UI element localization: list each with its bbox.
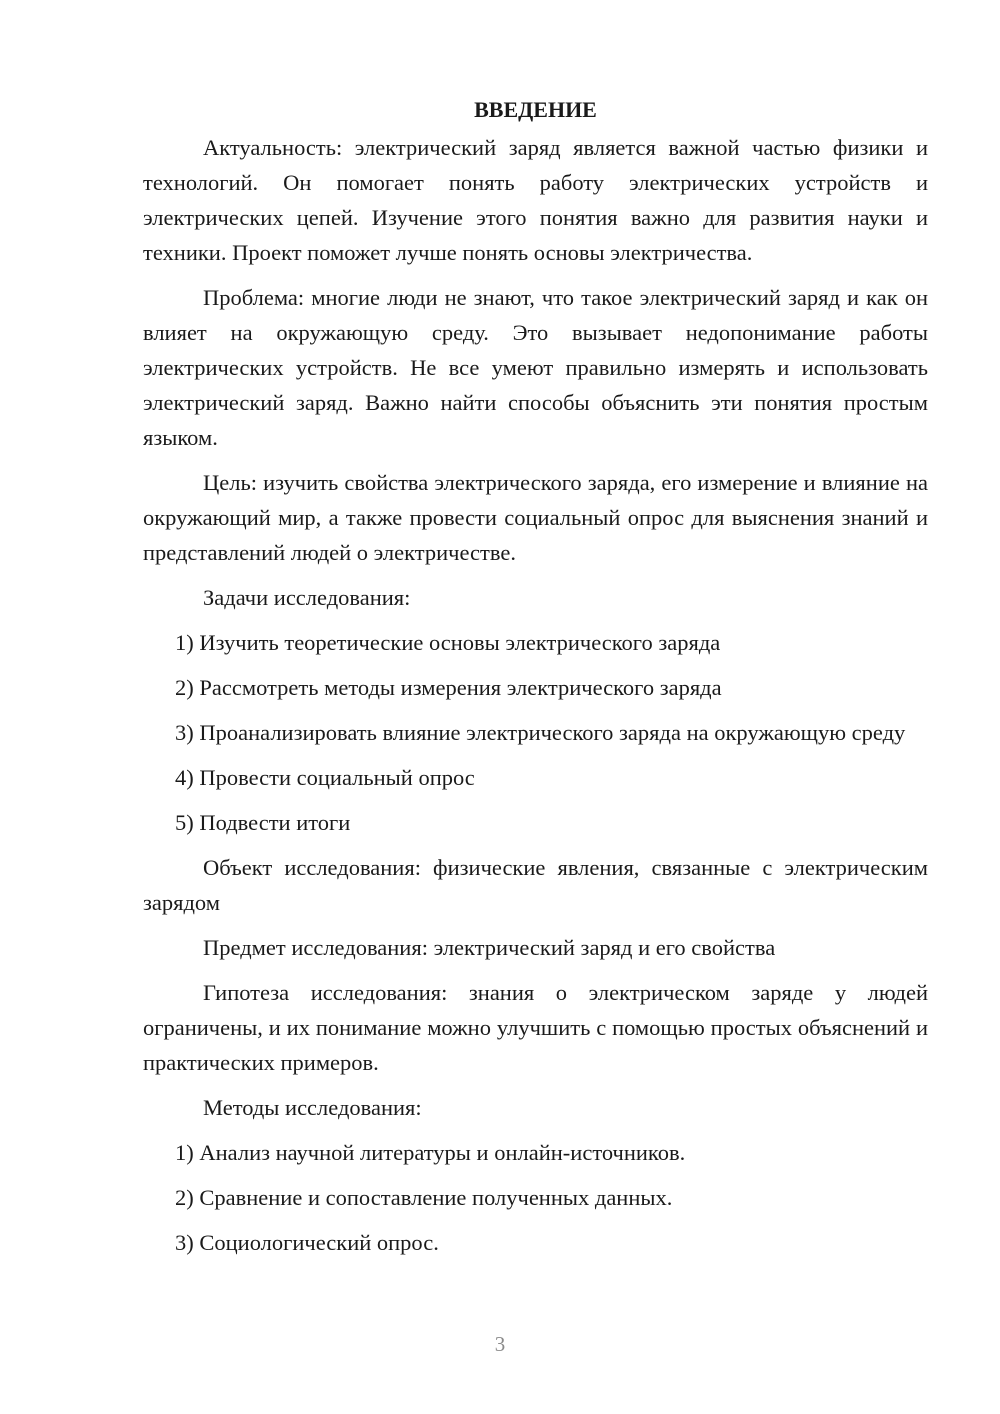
method-item: 1) Анализ научной литературы и онлайн-источников. — [175, 1140, 686, 1165]
subject-paragraph: Предмет исследования: электрический заряд и его свойства — [203, 935, 776, 960]
task-item: 5) Подвести итоги — [175, 810, 351, 835]
hypothesis-paragraph: Гипотеза исследования: знания о электрическом заряде у людей ограничены, и их понимание можно улучшить с помощью простых объяснений и практических примеров. — [143, 980, 928, 1075]
task-item: 2) Рассмотреть методы измерения электрического заряда — [175, 675, 722, 700]
page-number: 3 — [494, 1332, 506, 1356]
methods-label: Методы исследования: — [203, 1095, 422, 1120]
task-item: 4) Провести социальный опрос — [175, 765, 475, 790]
relevance-paragraph: Актуальность: электрический заряд является важной частью физики и технологий. Он помогает понять работу электрических устройств и электрических цепей. Изучение этого понятия важно для развития науки и техники. Проект поможет лучше понять основы электричества. — [143, 135, 928, 265]
problem-paragraph: Проблема: многие люди не знают, что такое электрический заряд и как он влияет на окружающую среду. Это вызывает недопонимание работы электрических устройств. Не все умеют правильно измерять и использовать электрический заряд. Важно найти способы объяснить эти понятия простым языком. — [143, 285, 928, 450]
tasks-label: Задачи исследования: — [203, 585, 411, 610]
method-item: 2) Сравнение и сопоставление полученных данных. — [175, 1185, 673, 1210]
goal-paragraph: Цель: изучить свойства электрического заряда, его измерение и влияние на окружающий мир, а также провести социальный опрос для выяснения знаний и представлений людей о электричестве. — [143, 470, 928, 565]
document-page — [143, 92, 928, 1270]
task-item: 3) Проанализировать влияние электрического заряда на окружающую среду — [175, 720, 906, 745]
task-item: 1) Изучить теоретические основы электрического заряда — [175, 630, 721, 655]
object-paragraph: Объект исследования: физические явления, связанные с электрическим зарядом — [143, 855, 928, 915]
section-heading: ВВЕДЕНИЕ — [474, 97, 597, 122]
method-item: 3) Социологический опрос. — [175, 1230, 439, 1255]
